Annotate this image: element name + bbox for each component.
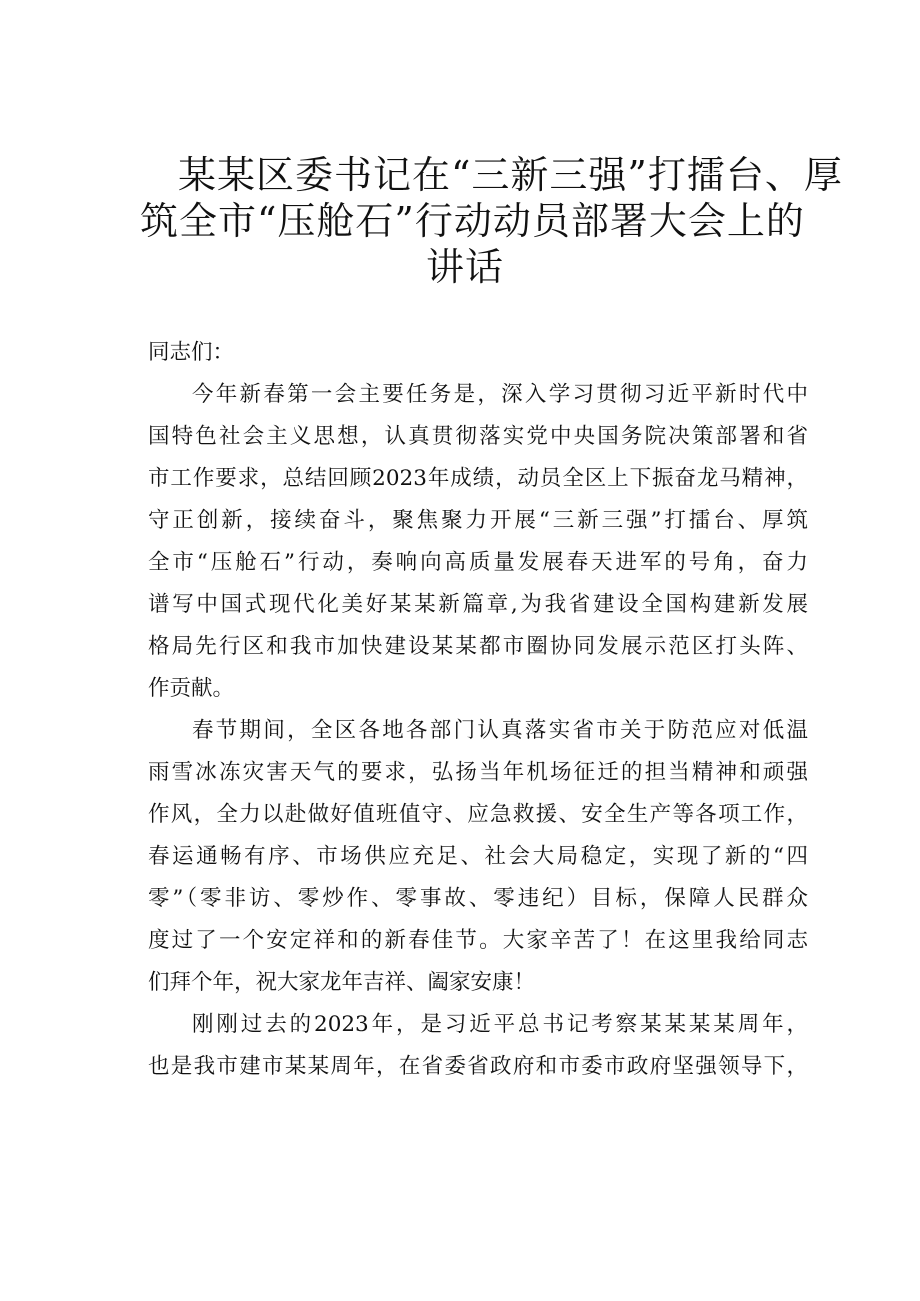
text-line: 度过了一个安定祥和的新春佳节。大家辛苦了！在这里我给同志	[148, 928, 808, 953]
paragraph-2	[148, 710, 808, 1004]
text-line: 市工作要求，总结回顾2023年成绩，动员全区上下振奋龙马精神，	[148, 466, 808, 491]
text-line: 们拜个年，祝大家龙年吉祥、阖家安康！	[148, 970, 536, 995]
paragraph-3	[148, 1004, 808, 1088]
salutation: 同志们：	[148, 340, 235, 365]
title-line: 某某区委书记在“三新三强”打擂台、厚	[178, 153, 843, 197]
text-line: 谱写中国式现代化美好某某新篇章,为我省建设全国构建新发展	[148, 592, 808, 617]
text-line: 国特色社会主义思想，认真贯彻落实党中央国务院决策部署和省	[148, 424, 808, 449]
title-line: 筑全市“压舱石”行动动员部署大会上的	[140, 199, 805, 243]
text-line: 零”（零非访、零炒作、零事故、零违纪）目标，保障人民群众	[148, 886, 808, 911]
document-body	[148, 332, 808, 1088]
document-title	[140, 152, 843, 290]
paragraph-1	[148, 374, 808, 710]
text-line: 春运通畅有序、市场供应充足、社会大局稳定，实现了新的“四	[148, 844, 808, 869]
text-line: 春节期间，全区各地各部门认真落实省市关于防范应对低温	[192, 718, 808, 743]
title-line: 讲话	[425, 245, 504, 289]
text-line: 雨雪冰冻灾害天气的要求，弘扬当年机场征迁的担当精神和顽强	[148, 760, 808, 785]
text-line: 今年新春第一会主要任务是，深入学习贯彻习近平新时代中	[192, 382, 808, 407]
text-line: 格局先行区和我市加快建设某某都市圈协同发展示范区打头阵、	[148, 634, 808, 659]
text-line: 全市“压舱石”行动，奏响向高质量发展春天进军的号角，奋力	[148, 550, 808, 575]
text-line: 也是我市建市某某周年，在省委省政府和市委市政府坚强领导下，	[148, 1054, 808, 1079]
text-line: 作风，全力以赴做好值班值守、应急救援、安全生产等各项工作，	[148, 802, 808, 827]
text-line: 作贡献。	[148, 676, 235, 701]
text-line: 刚刚过去的2023年，是习近平总书记考察某某某某周年，	[192, 1012, 808, 1037]
text-line: 守正创新，接续奋斗，聚焦聚力开展“三新三强”打擂台、厚筑	[148, 508, 808, 533]
